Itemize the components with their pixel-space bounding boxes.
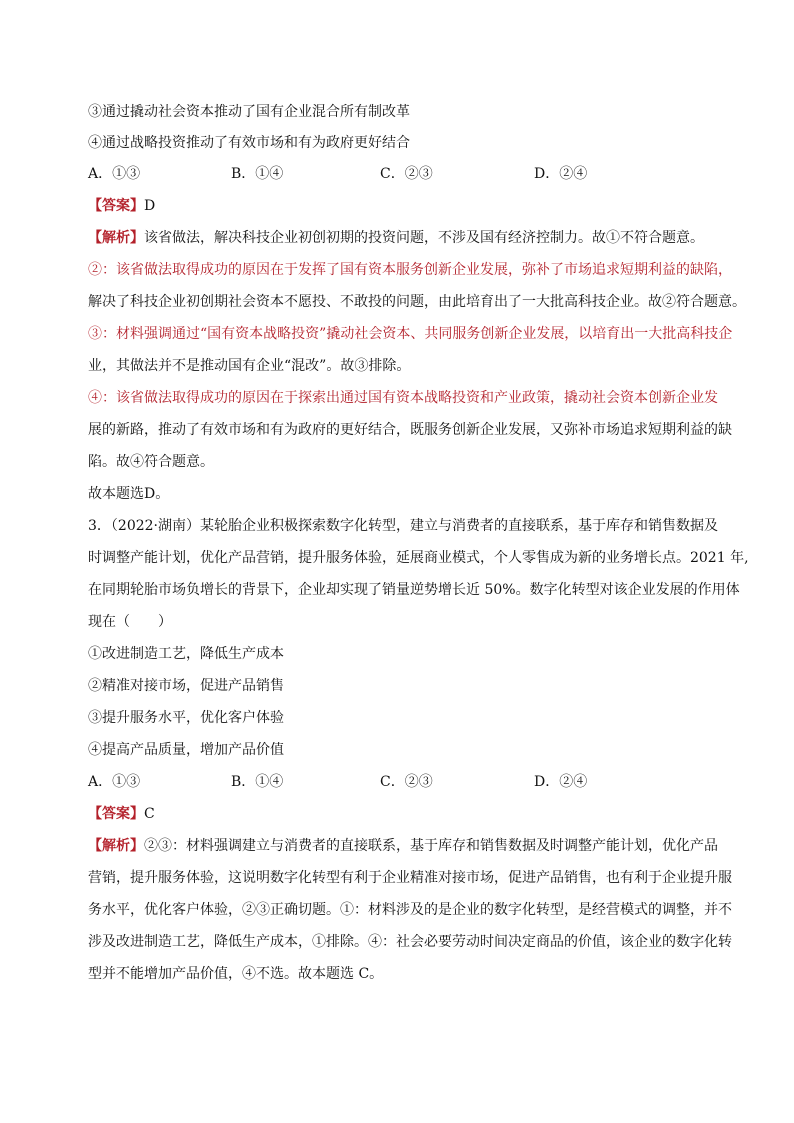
q3-analysis-line-5: 型并不能增加产品价值，④不选。故本题选 C。 — [88, 966, 384, 982]
q3-answer — [88, 804, 728, 824]
answer-tag: 【答案】 — [88, 806, 144, 822]
q3-option-1: ①改进制造工艺，降低生产成本 — [88, 646, 284, 662]
answer-value: C — [144, 806, 155, 822]
q3-option-2: ②精准对接市场，促进产品销售 — [88, 678, 284, 694]
q2-analysis-line-1 — [88, 228, 728, 248]
q3-analysis-line-1 — [88, 836, 728, 856]
q3-choice-c: C．②③ — [380, 774, 433, 790]
q3-analysis-line-2: 营销，提升服务体验，这说明数字化转型有利于企业精准对接市场，促进产品销售，也有利于企业提升服 — [88, 870, 732, 886]
analysis-text: ②③：材料强调建立与消费者的直接联系，基于库存和销售数据及时调整产能计划，优化产品 — [144, 838, 718, 854]
q3-stem-line-4: 现在（ ） — [88, 614, 172, 630]
q2-choices — [88, 164, 728, 184]
q3-choice-b: B．①④ — [231, 774, 284, 790]
q3-option-3: ③提升服务水平，优化客户体验 — [88, 710, 284, 726]
q2-analysis-line-8: 陷。故④符合题意。 — [88, 454, 214, 470]
q2-choice-b: B．①④ — [231, 166, 284, 182]
q3-stem-line-1: 3．（2022·湖南）某轮胎企业积极探索数字化转型，建立与消费者的直接联系，基于库存和销售数据及 — [88, 518, 718, 534]
q3-choice-a: A．①③ — [88, 774, 141, 790]
q2-choice-d: D．②④ — [534, 166, 588, 182]
q3-stem-line-2: 时调整产能计划，优化产品营销，提升服务体验，延展商业模式，个人零售成为新的业务增长点。2021 年, — [88, 550, 749, 566]
q2-analysis-line-4: ③：材料强调通过“国有资本战略投资”撬动社会资本、共同服务创新企业发展，以培育出一大批高科技企 — [88, 326, 733, 342]
q3-choices — [88, 772, 728, 792]
analysis-text: 该省做法，解决科技企业初创初期的投资问题，不涉及国有经济控制力。故①不符合题意。 — [144, 230, 704, 246]
q2-conclusion: 故本题选D。 — [88, 486, 170, 502]
q2-analysis-line-6: ④：该省做法取得成功的原因在于探索出通过国有资本战略投资和产业政策，撬动社会资本创新企业发 — [88, 390, 718, 406]
q2-choice-c: C．②③ — [380, 166, 433, 182]
q2-answer — [88, 196, 728, 216]
q2-analysis-line-7: 展的新路，推动了有效市场和有为政府的更好结合，既服务创新企业发展，又弥补市场追求短期利益的缺 — [88, 422, 732, 438]
q3-choice-d: D．②④ — [534, 774, 588, 790]
q2-option-3: ③通过撬动社会资本推动了国有企业混合所有制改革 — [88, 104, 410, 120]
q2-analysis-line-5: 业，其做法并不是推动国有企业“混改”。故③排除。 — [88, 358, 411, 374]
q3-analysis-line-4: 涉及改进制造工艺，降低生产成本，①排除。④：社会必要劳动时间决定商品的价值，该企业的数字化转 — [88, 934, 732, 950]
q3-option-4: ④提高产品质量，增加产品价值 — [88, 742, 284, 758]
q2-choice-a: A．①③ — [88, 166, 141, 182]
analysis-tag: 【解析】 — [88, 230, 144, 246]
q2-analysis-line-2: ②：该省做法取得成功的原因在于发挥了国有资本服务创新企业发展，弥补了市场追求短期利益的缺陷， — [88, 262, 732, 278]
q3-analysis-line-3: 务水平，优化客户体验，②③正确切题。①：材料涉及的是企业的数字化转型，是经营模式的调整，并不 — [88, 902, 732, 918]
q3-stem-line-3: 在同期轮胎市场负增长的背景下，企业却实现了销量逆势增长近 50%。数字化转型对该企业发展的作用体 — [88, 582, 740, 598]
q2-option-4: ④通过战略投资推动了有效市场和有为政府更好结合 — [88, 135, 410, 151]
answer-value: D — [144, 198, 156, 214]
analysis-tag: 【解析】 — [88, 838, 144, 854]
q2-analysis-line-3: 解决了科技企业初创期社会资本不愿投、不敢投的问题，由此培育出了一大批高科技企业。故②符合题意。 — [88, 294, 746, 310]
answer-tag: 【答案】 — [88, 198, 144, 214]
